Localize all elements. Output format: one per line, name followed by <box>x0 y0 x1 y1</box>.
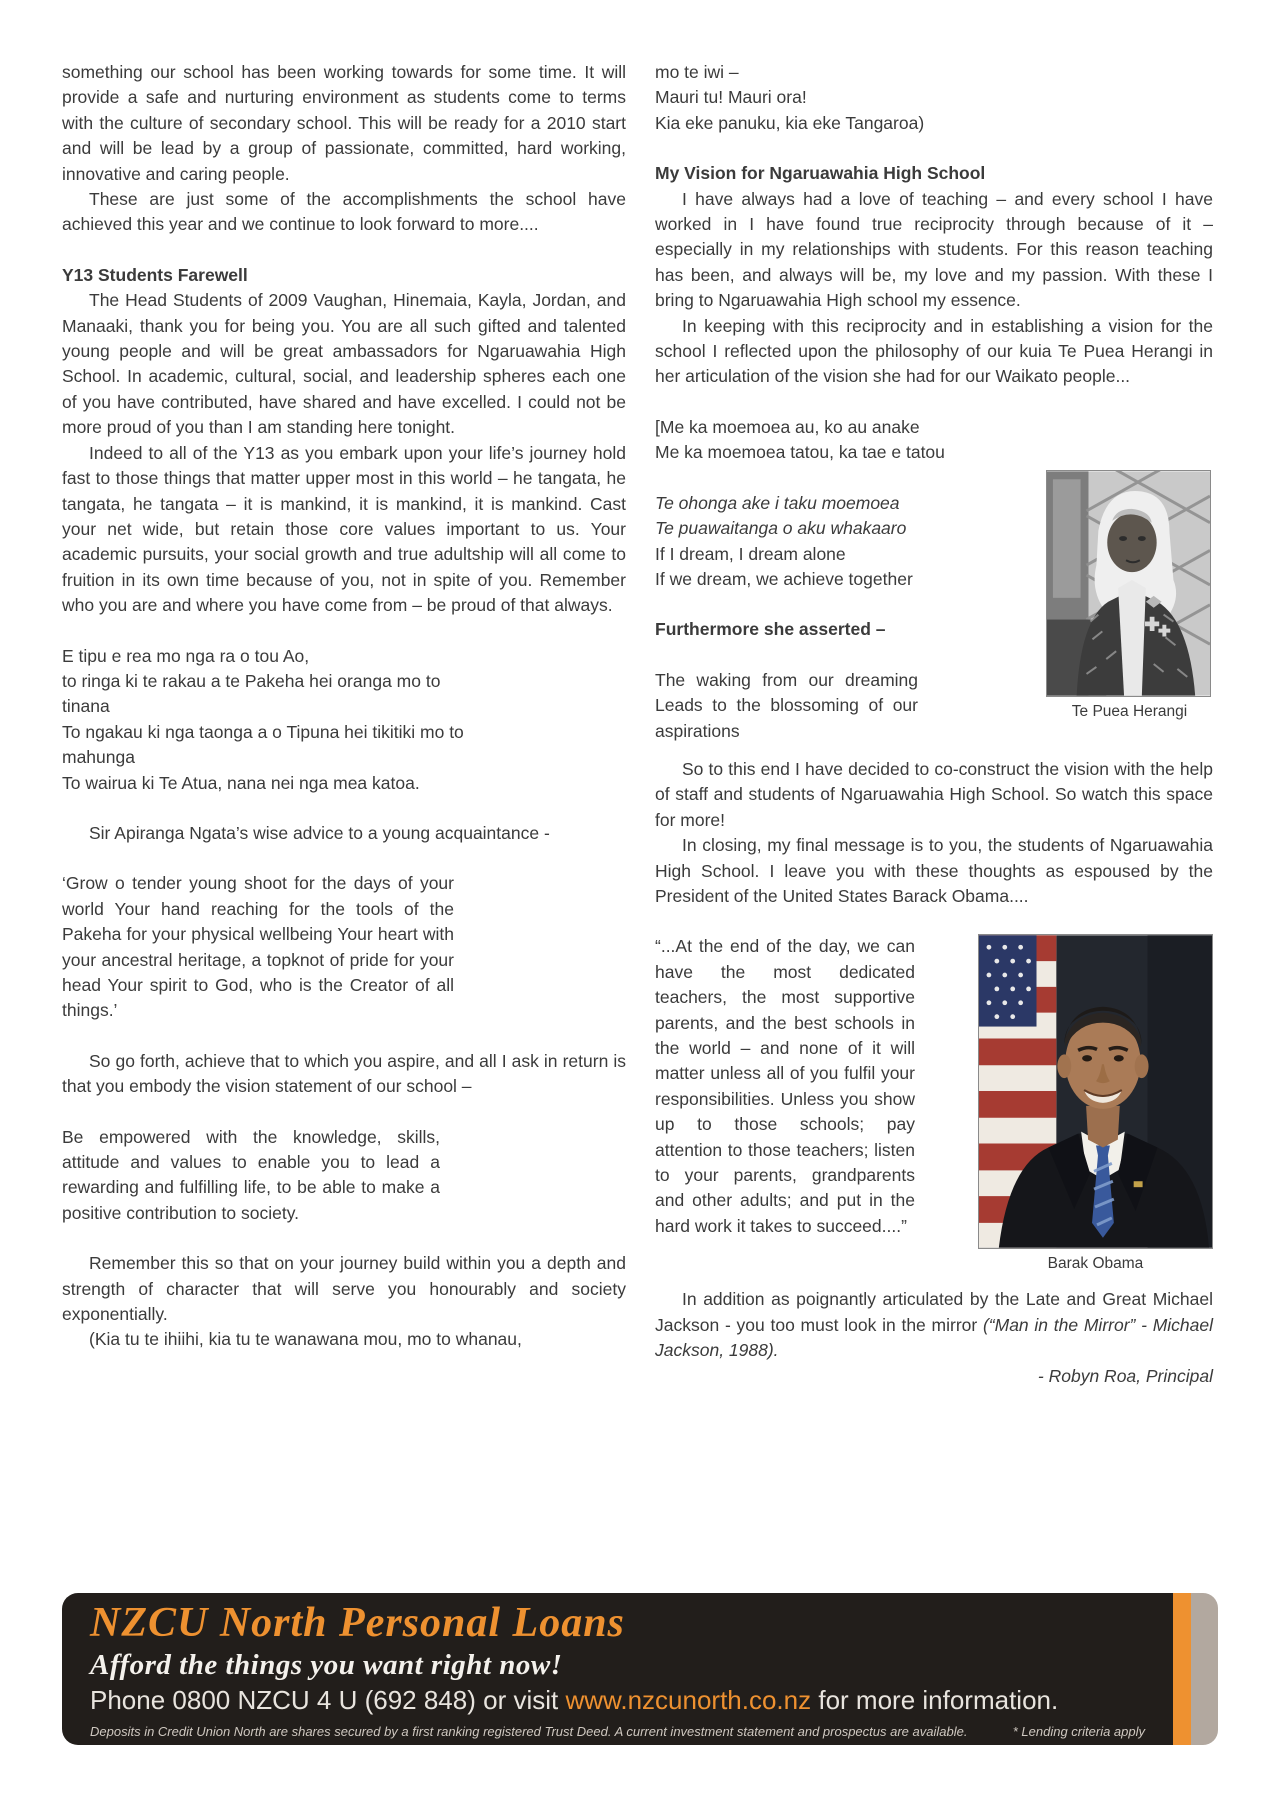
jackson-citation: (“Man in the Mirror” - Michael Jackson, 1988). <box>655 1314 1213 1361</box>
paragraph-co-construct: So to this end I have decided to co-construct the vision with the help of staff and students of Ngaruawahia High School. So watch this space for more! <box>655 758 1213 830</box>
obama-section <box>655 934 1213 1274</box>
paragraph-michael-jackson <box>655 1287 1213 1363</box>
right-column <box>655 60 1213 1389</box>
heading-furthermore: Furthermore she asserted – <box>655 619 886 640</box>
poem-line: To wairua ki Te Atua, nana nei nga mea katoa. <box>62 772 420 793</box>
poem-e-tipu <box>62 644 492 796</box>
te-puea-caption: Te Puea Herangi <box>1071 702 1188 720</box>
paragraph-go-forth: So go forth, achieve that to which you aspire, and all I ask in return is that you embody the vision statement of our school – <box>62 1050 626 1097</box>
obama-caption: Barak Obama <box>1047 1255 1144 1273</box>
signature-principal: - Robyn Roa, Principal <box>1037 1365 1213 1386</box>
poem-line-italic: Te ohonga ake i taku moemoea <box>655 492 900 513</box>
lending-criteria-note: * Lending criteria apply <box>1012 1724 1145 1739</box>
banner-title: NZCU North Personal Loans <box>90 1600 625 1646</box>
banner-fine-print-row <box>90 1723 1155 1741</box>
paragraph-accomplishments: These are just some of the accomplishments the school have achieved this year and we continue to look forward to more.... <box>62 189 626 235</box>
quote-vision-statement: Be empowered with the knowledge, skills, attitude and values to enable you to lead a rewarding and fulfilling life, to be able to make a positive contribution to society. <box>62 1126 440 1223</box>
website-url: www.nzcunorth.co.nz <box>565 1685 812 1715</box>
paragraph-intro-continuation: something our school has been working towards for some time. It will provide a safe and nurturing environment as students come to terms with the culture of secondary school. This will be ready for a 2010 start and will be lead by a group of passionate, committed, hard working, innovative and caring people. <box>62 62 626 184</box>
phone-text: Phone 0800 NZCU 4 U (692 848) or visit <box>90 1685 566 1715</box>
heading-my-vision: My Vision for Ngaruawahia High School <box>655 163 986 184</box>
paragraph-remember: Remember this so that on your journey build within you a depth and strength of character that will serve you honourably and society exponentially. <box>62 1253 626 1325</box>
jackson-text: In addition as poignantly articulated by the Late and Great Michael Jackson - you too must look in the mirror <box>655 1289 1213 1335</box>
te-puea-photo <box>1046 470 1211 697</box>
nzcu-advert-banner <box>62 1593 1218 1745</box>
obama-quote-wrap <box>655 934 968 1239</box>
left-column <box>62 60 626 1353</box>
banner-phone-line <box>90 1683 1155 1717</box>
poem-line: If we dream, we achieve together <box>655 568 913 589</box>
paragraph-indeed-y13: Indeed to all of the Y13 as you embark upon your life’s journey hold fast to those things that matter upper most in this world – he tangata, he tangata, he tangata – it is mankind, it is mankind, it is mankind. Cast your net wide, but retain those core values important to us. Your academic pursuits, your social growth and true adultship will all come to fruition in its own time because of you, not in spite of you. Remember who you are and where you have come from – be proud of that always. <box>62 442 626 616</box>
paragraph-head-students: The Head Students of 2009 Vaughan, Hinemaia, Kayla, Jordan, and Manaaki, thank you for being you. You are all such gifted and talented young people and will be great ambassadors for Ngaruawahia High School. In academic, cultural, social, and leadership spheres each one of you have contributed, have shared and have excelled. I could not be more proud of you than I am standing here tonight. <box>62 290 626 438</box>
continuation-line: Kia eke panuku, kia eke Tangaroa) <box>655 112 925 133</box>
paragraph-kia-tu: (Kia tu te ihiihi, kia tu te wanawana mou, mo to whanau, <box>89 1329 522 1350</box>
paragraph-reciprocity: In keeping with this reciprocity and in establishing a vision for the school I reflected upon the philosophy of our kuia Te Puea Herangi in her articulation of the vision she had for our Waikato people... <box>655 315 1213 387</box>
banner-body <box>62 1593 1173 1745</box>
phone-text-post: for more information. <box>811 1685 1059 1715</box>
poem-line: E tipu e rea mo nga ra o tou Ao, <box>62 645 310 666</box>
paragraph-ngata-advice: Sir Apiranga Ngata’s wise advice to a young acquaintance - <box>89 822 550 843</box>
poem-line: to ringa ki te rakau a te Pakeha hei oranga mo to tinana <box>62 670 441 717</box>
poem-line: Me ka moemoea tatou, ka tae e tatou <box>655 442 945 463</box>
continuation-line: mo te iwi – <box>655 62 739 82</box>
poem-line: If I dream, I dream alone <box>655 543 846 564</box>
banner-orange-strip <box>1173 1593 1191 1745</box>
te-puea-section <box>655 415 1213 744</box>
paragraph-in-closing: In closing, my final message is to you, the students of Ngaruawahia High School. I leave you with these thoughts as espoused by the President of the United States Barack Obama.... <box>655 835 1213 906</box>
obama-figure <box>978 934 1213 1274</box>
deposits-disclaimer: Deposits in Credit Union North are shares secured by a first ranking registered Trust Deed. A current investment statement and prospectus are available. <box>90 1724 968 1739</box>
quote-grow-tender-shoot: ‘Grow o tender young shoot for the days of your world Your hand reaching for the tools of the Pakeha for your physical wellbeing Your heart with your ancestral heritage, a topknot of pride for your head Your spirit to God, who is the Creator of all things.’ <box>62 873 454 1021</box>
te-puea-poems <box>655 415 1046 744</box>
banner-gray-strip <box>1191 1593 1218 1745</box>
quote-obama: “...At the end of the day, we can have the most dedicated teachers, the most supportive parents, and the best schools in the world – and none of it will matter unless all of you fulfil your responsibilities. Unless you show up to those schools; pay attention to those teachers; listen to your parents, grandparents and other adults; and put in the hard work it takes to succeed....” <box>655 936 915 1236</box>
te-puea-figure <box>1046 470 1213 722</box>
obama-photo <box>978 934 1213 1249</box>
paragraph-love-of-teaching: I have always had a love of teaching – and every school I have worked in I have found true reciprocity through because of it – especially in my relationships with students. For this reason teaching has been, and always will be, my love and my passion. With these I bring to Ngaruawahia High school my essence. <box>655 188 1213 311</box>
poem-line: To ngakau ki nga taonga a o Tipuna hei tikitiki mo to mahunga <box>62 721 464 768</box>
heading-y13-farewell: Y13 Students Farewell <box>62 264 248 285</box>
banner-subtitle: Afford the things you want right now! <box>90 1649 563 1681</box>
quote-waking-dreaming: The waking from our dreaming Leads to the blossoming of our aspirations <box>655 669 918 741</box>
poem-line-italic: Te puawaitanga o aku whakaaro <box>655 518 907 539</box>
poem-line: [Me ka moemoea au, ko au anake <box>655 416 920 437</box>
continuation-line: Mauri tu! Mauri ora! <box>655 87 807 108</box>
